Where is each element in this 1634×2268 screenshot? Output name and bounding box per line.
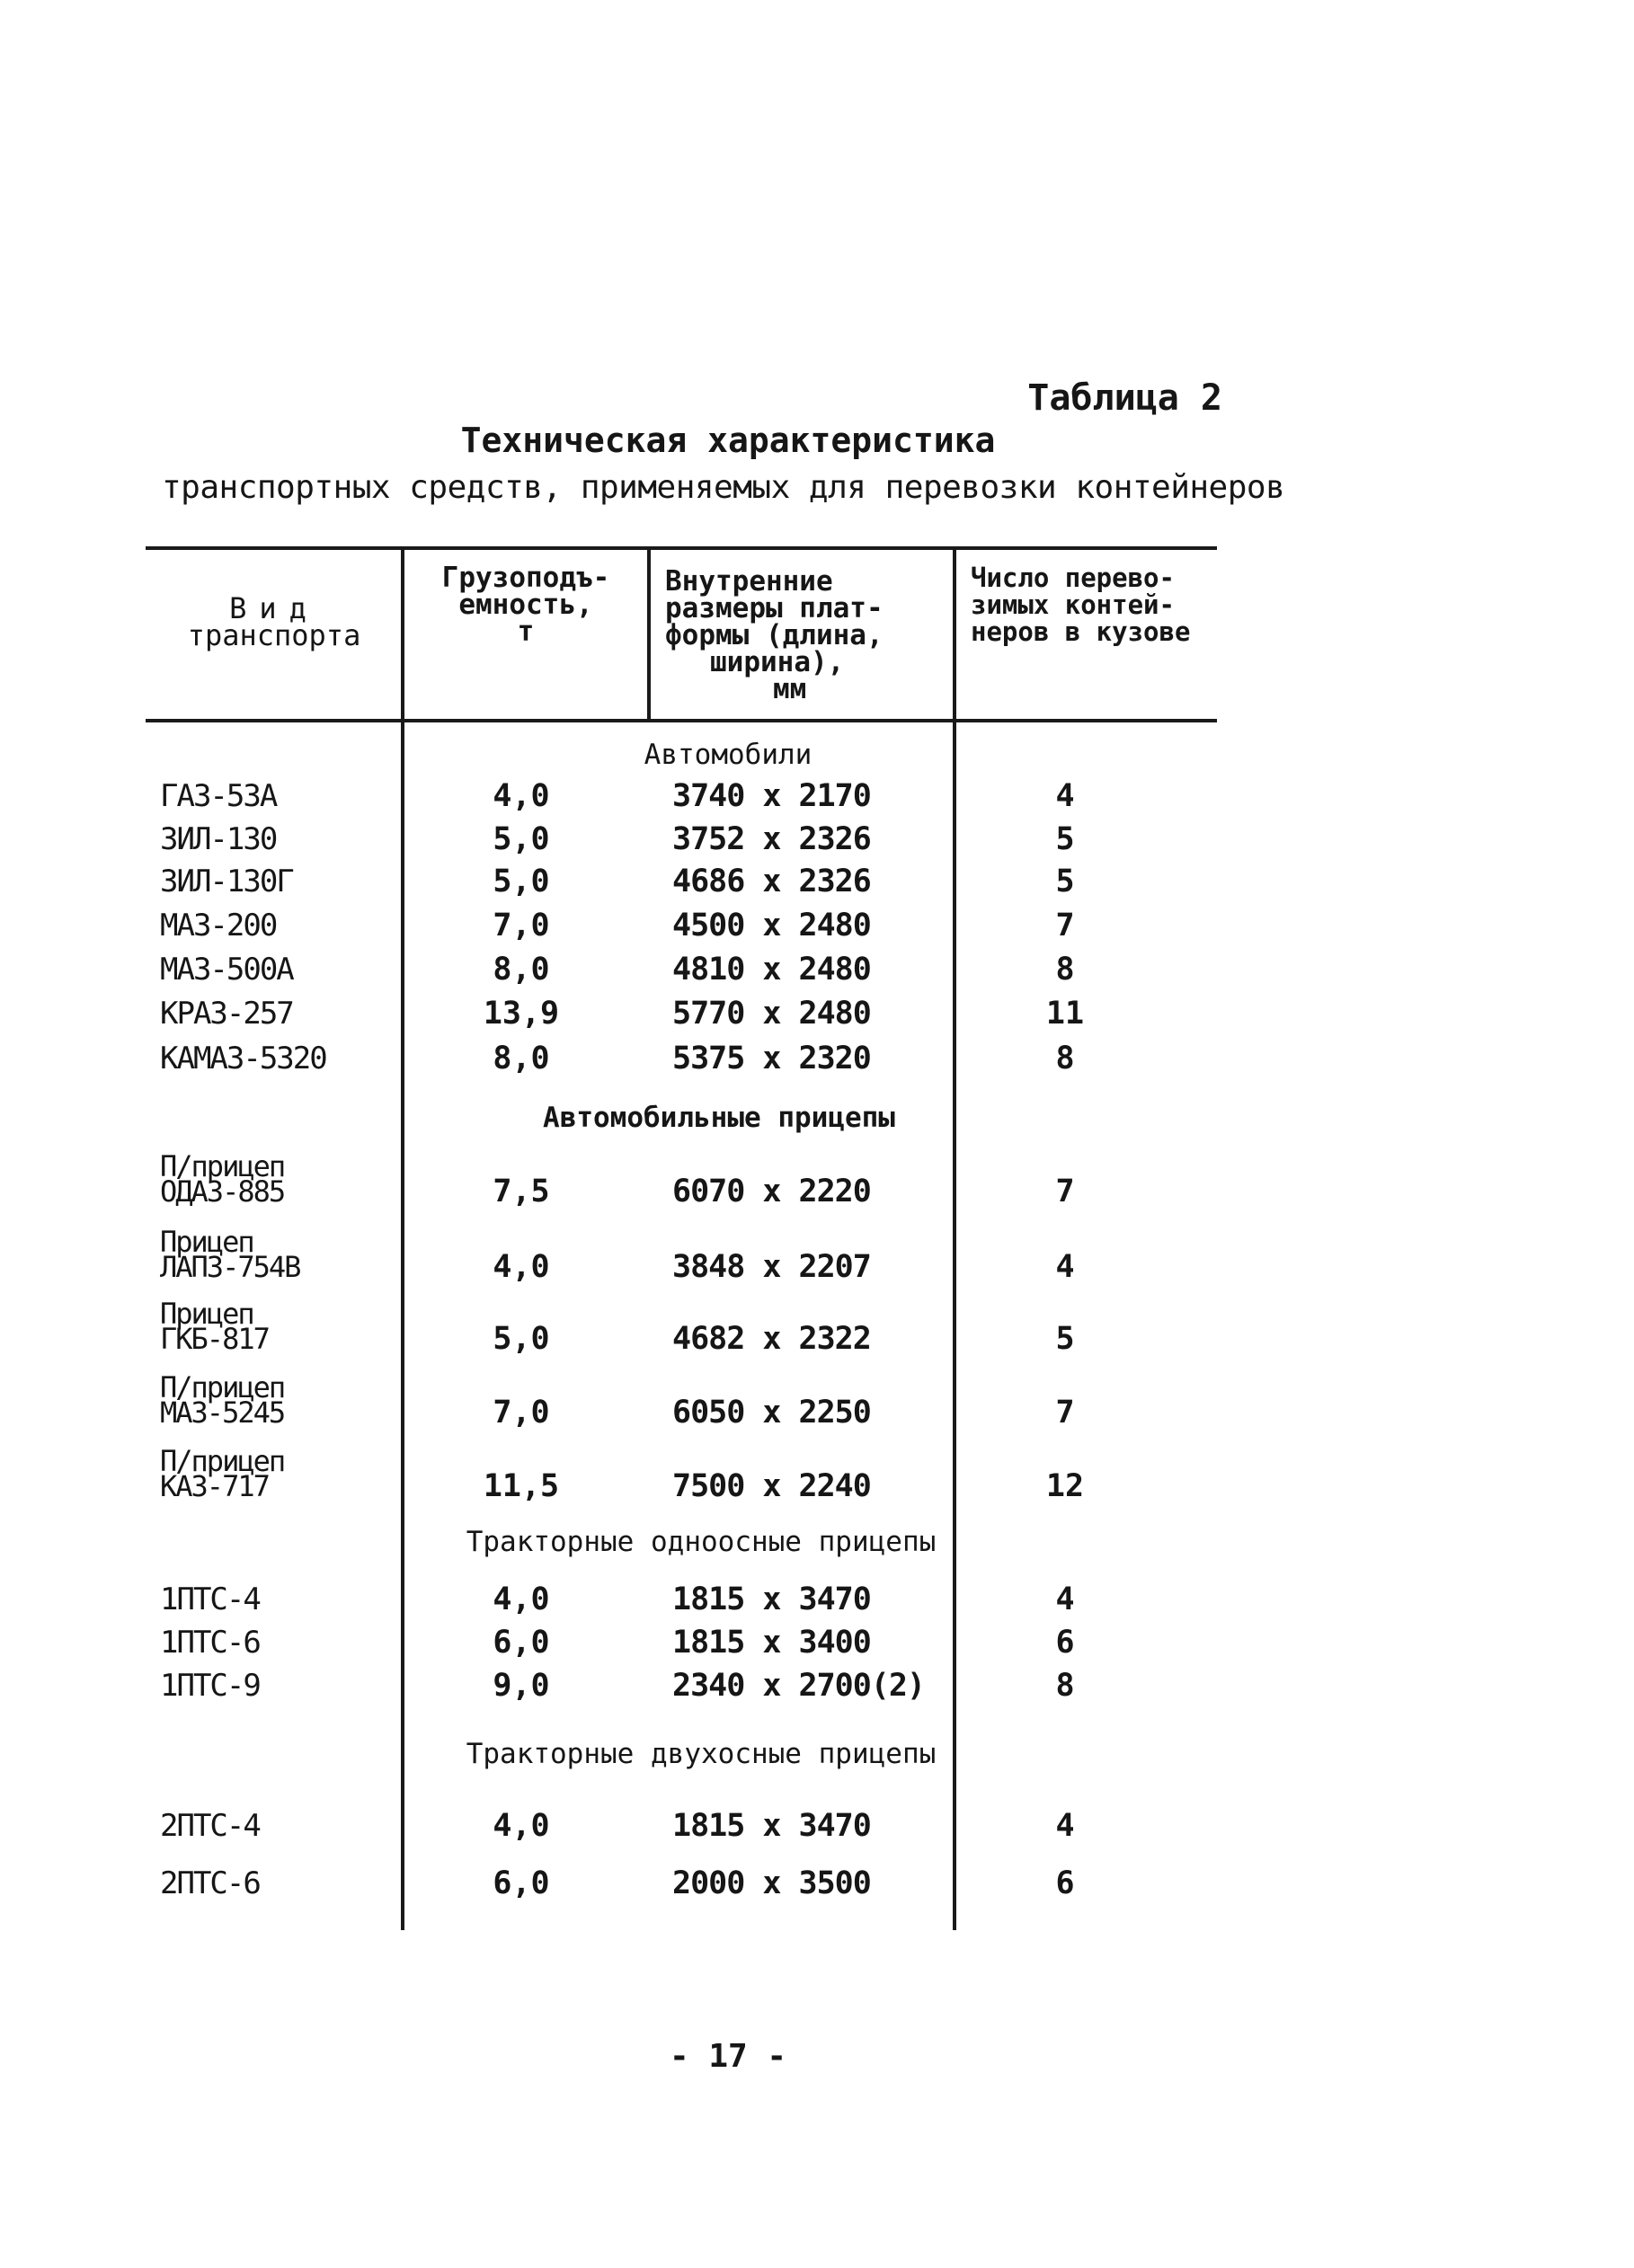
capacity-value: 7,5 xyxy=(493,1174,550,1209)
container-count: 8 xyxy=(1055,1668,1075,1704)
container-count: 11 xyxy=(1045,996,1085,1032)
column-divider-3 xyxy=(953,546,956,1930)
container-count: 7 xyxy=(1055,1174,1075,1209)
vehicle-name: 1ПТС-4 xyxy=(160,1581,260,1617)
capacity-value: 7,0 xyxy=(493,908,550,944)
dimensions-value: 3848 х 2207 xyxy=(672,1249,871,1285)
header-bottom-rule xyxy=(146,719,1217,722)
capacity-value: 5,0 xyxy=(493,864,550,899)
column-header-count: Число перево- зимых контей- неров в кузове xyxy=(971,563,1191,647)
vehicle-name: Прицеп ЛАПЗ-754В xyxy=(160,1225,300,1284)
dimensions-value: 2340 х 2700(2) xyxy=(672,1668,926,1704)
vehicle-name: 1ПТС-9 xyxy=(160,1668,260,1704)
dimensions-value: 5770 х 2480 xyxy=(672,996,871,1032)
vehicle-name: ГАЗ-53А xyxy=(160,778,277,814)
dimensions-value: 1815 х 3400 xyxy=(672,1625,871,1661)
container-count: 5 xyxy=(1055,1321,1075,1357)
capacity-value: 6,0 xyxy=(493,1625,550,1661)
vehicle-name: П/прицеп МАЗ-5245 xyxy=(160,1370,285,1430)
container-count: 7 xyxy=(1055,908,1075,944)
dimensions-value: 4682 х 2322 xyxy=(672,1321,871,1357)
container-count: 7 xyxy=(1055,1395,1075,1431)
capacity-value: 8,0 xyxy=(493,952,550,988)
container-count: 8 xyxy=(1055,952,1075,988)
container-count: 4 xyxy=(1055,778,1075,814)
column-divider-2 xyxy=(647,546,651,719)
section-title: Автомобили xyxy=(644,739,813,771)
vehicle-name: ЗИЛ-130 xyxy=(160,821,277,857)
capacity-value: 9,0 xyxy=(493,1668,550,1704)
capacity-value: 4,0 xyxy=(493,1808,550,1844)
capacity-value: 4,0 xyxy=(493,778,550,814)
dimensions-value: 4686 х 2326 xyxy=(672,864,871,899)
container-count: 6 xyxy=(1055,1625,1075,1661)
table-title: Техническая характеристика xyxy=(460,421,996,460)
capacity-value: 6,0 xyxy=(493,1865,550,1901)
capacity-value: 11,5 xyxy=(483,1468,560,1504)
vehicle-name: МАЗ-500А xyxy=(160,952,293,988)
table-subtitle: транспортных средств, применяемых для перевозки контейнеров xyxy=(162,469,1285,506)
container-count: 4 xyxy=(1055,1581,1075,1617)
section-title: Тракторные одноосные прицепы xyxy=(466,1526,937,1558)
vehicle-name: П/прицеп ОДАЗ-885 xyxy=(160,1149,285,1209)
capacity-value: 4,0 xyxy=(493,1249,550,1285)
container-count: 4 xyxy=(1055,1808,1075,1844)
dimensions-value: 1815 х 3470 xyxy=(672,1581,871,1617)
capacity-value: 13,9 xyxy=(483,996,560,1032)
vehicle-name: 2ПТС-4 xyxy=(160,1808,260,1844)
dimensions-value: 5375 х 2320 xyxy=(672,1041,871,1076)
capacity-value: 5,0 xyxy=(493,1321,550,1357)
dimensions-value: 7500 х 2240 xyxy=(672,1468,871,1504)
container-count: 12 xyxy=(1045,1468,1085,1504)
capacity-value: 5,0 xyxy=(493,821,550,857)
vehicle-name: Прицеп ГКБ-817 xyxy=(160,1297,269,1356)
section-title: Тракторные двухосные прицепы xyxy=(466,1738,937,1770)
container-count: 5 xyxy=(1055,864,1075,899)
dimensions-value: 4810 х 2480 xyxy=(672,952,871,988)
capacity-value: 8,0 xyxy=(493,1041,550,1076)
dimensions-value: 3752 х 2326 xyxy=(672,821,871,857)
vehicle-name: 1ПТС-6 xyxy=(160,1625,260,1661)
container-count: 8 xyxy=(1055,1041,1075,1076)
table-label: Таблица 2 xyxy=(1027,377,1222,419)
dimensions-value: 6050 х 2250 xyxy=(672,1395,871,1431)
container-count: 4 xyxy=(1055,1249,1075,1285)
vehicle-name: КАМАЗ-5320 xyxy=(160,1041,326,1076)
column-header-capacity: Грузоподъ- емность, т xyxy=(441,562,610,648)
dimensions-value: 1815 х 3470 xyxy=(672,1808,871,1844)
table-top-rule xyxy=(146,546,1217,550)
vehicle-name: ЗИЛ-130Г xyxy=(160,864,293,899)
vehicle-name: П/прицеп КАЗ-717 xyxy=(160,1444,285,1503)
dimensions-value: 4500 х 2480 xyxy=(672,908,871,944)
column-header-type: Вид транспорта xyxy=(187,591,361,652)
vehicle-name: 2ПТС-6 xyxy=(160,1865,260,1901)
page-number: - 17 - xyxy=(669,2038,787,2075)
column-header-dimensions: Внутренние размеры плат- формы (длина, ширина), мм xyxy=(665,565,884,705)
container-count: 5 xyxy=(1055,821,1075,857)
dimensions-value: 3740 х 2170 xyxy=(672,778,871,814)
dimensions-value: 6070 х 2220 xyxy=(672,1174,871,1209)
dimensions-value: 2000 х 3500 xyxy=(672,1865,871,1901)
capacity-value: 4,0 xyxy=(493,1581,550,1617)
container-count: 6 xyxy=(1055,1865,1075,1901)
section-title: Автомобильные прицепы xyxy=(543,1102,895,1134)
vehicle-name: КРАЗ-257 xyxy=(160,996,293,1032)
capacity-value: 7,0 xyxy=(493,1395,550,1431)
vehicle-name: МАЗ-200 xyxy=(160,908,277,944)
